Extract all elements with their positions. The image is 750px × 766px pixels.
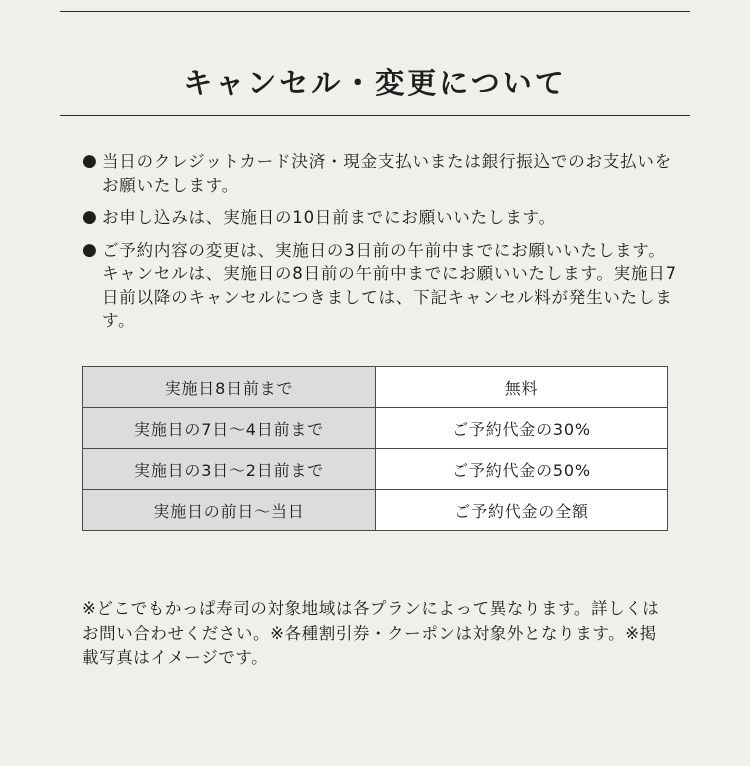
note-text: お申し込みは、実施日の10日前までにお願いいたします。 <box>102 208 556 227</box>
note-item-cancellation <box>82 239 682 333</box>
note-text: 当日のクレジットカード決済・現金支払いまたは銀行振込でのお支払いをお願いたします。 <box>102 152 672 195</box>
cancellation-fee-table <box>82 366 668 531</box>
table-row <box>83 490 668 531</box>
bullet-icon: ● <box>82 151 98 171</box>
bullet-icon: ● <box>82 239 98 260</box>
table-row <box>83 408 668 449</box>
fee-cell: ご予約代金の30% <box>376 408 668 449</box>
notes-list <box>82 150 682 342</box>
condition-cell: 実施日の7日〜4日前まで <box>83 408 376 449</box>
fee-cell: 無料 <box>376 367 668 408</box>
fee-cell: ご予約代金の50% <box>376 449 668 490</box>
condition-cell: 実施日の前日〜当日 <box>83 490 376 531</box>
fee-cell: ご予約代金の全額 <box>376 490 668 531</box>
footnote: ※どこでもかっぱ寿司の対象地域は各プランによって異なります。詳しくはお問い合わせください。※各種割引券・クーポンは対象外となります。※掲載写真はイメージです。 <box>82 599 660 667</box>
note-item-deadline <box>82 206 682 230</box>
title-divider <box>60 115 690 116</box>
condition-cell: 実施日8日前まで <box>83 367 376 408</box>
top-divider <box>60 11 690 12</box>
note-text: ご予約内容の変更は、実施日の3日前の午前中までにお願いいたします。キャンセルは、実施日の8日前の午前中までにお願いいたします。実施日7日前以降のキャンセルにつきましては、下記キャンセル料が発生いたします。 <box>102 240 677 330</box>
table-row <box>83 367 668 408</box>
section-title: キャンセル・変更について <box>183 66 567 101</box>
note-item-payment <box>82 150 682 197</box>
condition-cell: 実施日の3日〜2日前まで <box>83 449 376 490</box>
bullet-icon: ● <box>82 207 98 227</box>
table-row <box>83 449 668 490</box>
